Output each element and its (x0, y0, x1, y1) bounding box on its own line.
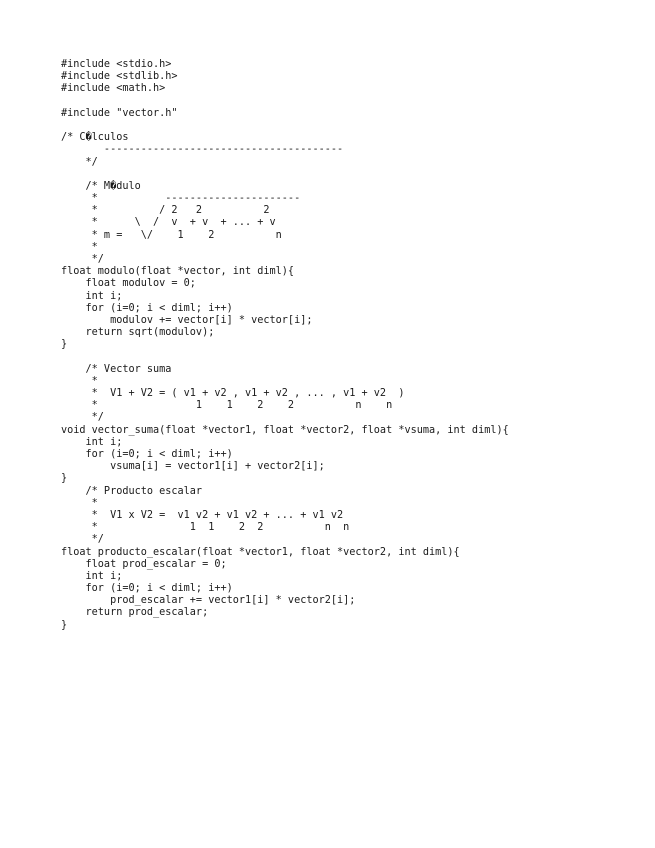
code-line: /* Producto escalar (61, 485, 203, 497)
code-line: int i; (61, 436, 123, 448)
code-line: * (61, 375, 98, 387)
code-line: * V1 x V2 = v1 v2 + v1 v2 + ... + v1 v2 (61, 509, 344, 521)
code-line: */ (61, 156, 98, 168)
code-line: #include "vector.h" (61, 107, 178, 119)
code-line: float modulo(float *vector, int diml){ (61, 266, 295, 278)
code-line (61, 120, 651, 132)
code-line: float producto_escalar(float *vector1, float *vector2, int diml){ (61, 546, 460, 558)
code-line: */ (61, 412, 104, 424)
code-line (61, 96, 651, 108)
source-code-listing (61, 59, 651, 632)
code-line: * 1 1 2 2 n n (61, 400, 393, 412)
code-line: * ---------------------- (61, 193, 301, 205)
code-line: /* Vector suma (61, 363, 172, 375)
code-line: for (i=0; i < diml; i++) (61, 583, 233, 595)
code-line: void vector_suma(float *vector1, float *vector2, float *vsuma, int diml){ (61, 424, 509, 436)
code-line: * m = \/ 1 2 n (61, 229, 282, 241)
code-line: } (61, 473, 68, 485)
code-line: * 1 1 2 2 n n (61, 522, 350, 534)
code-line: /* M�dulo (61, 180, 141, 192)
code-line: float modulov = 0; (61, 278, 196, 290)
code-line: * (61, 241, 98, 253)
code-line (61, 352, 651, 364)
code-line: */ (61, 254, 104, 265)
code-line: #include <stdio.h> (61, 59, 172, 70)
code-line: --------------------------------------- (61, 144, 344, 156)
code-line: } (61, 619, 68, 631)
code-line (61, 169, 651, 181)
code-line: #include <stdlib.h> (61, 71, 178, 83)
code-line: * V1 + V2 = ( v1 + v2 , v1 + v2 , ... , v1 + v2 ) (61, 388, 405, 400)
code-line: for (i=0; i < diml; i++) (61, 449, 233, 460)
code-line: #include <math.h> (61, 83, 166, 95)
code-line: /* C�lculos (61, 132, 129, 144)
code-line: * (61, 497, 98, 509)
code-line: */ (61, 534, 104, 546)
code-line: } (61, 339, 68, 351)
code-line: * \ / v + v + ... + v (61, 217, 276, 229)
code-line: prod_escalar += vector1[i] * vector2[i]; (61, 595, 356, 607)
code-line: float prod_escalar = 0; (61, 558, 227, 570)
code-line: int i; (61, 290, 123, 302)
code-line: modulov += vector[i] * vector[i]; (61, 314, 313, 326)
code-line: return prod_escalar; (61, 607, 209, 619)
code-line: vsuma[i] = vector1[i] + vector2[i]; (61, 461, 325, 473)
code-line: return sqrt(modulov); (61, 327, 215, 339)
code-line: int i; (61, 570, 123, 582)
code-line: * / 2 2 2 (61, 205, 270, 217)
code-line: for (i=0; i < diml; i++) (61, 302, 233, 314)
